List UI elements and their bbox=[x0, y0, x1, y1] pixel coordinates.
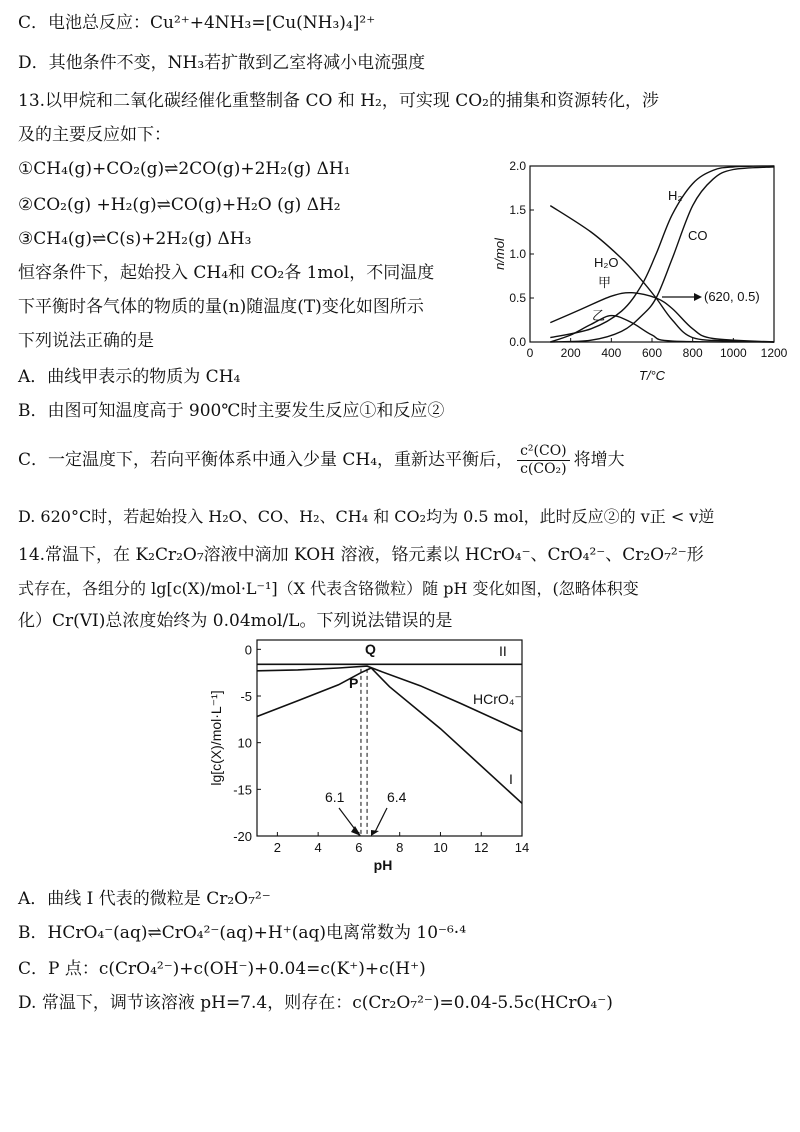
chart1-series-line-2 bbox=[550, 206, 774, 342]
equilibrium-chart bbox=[490, 150, 790, 385]
q14-stem-2: 式存在，各组分的 lg[c(X)/mol·L⁻¹]（X 代表含铬微粒）随 pH 变化如图，(忽略体积变 bbox=[18, 579, 639, 598]
q14-option-b: B．HCrO₄⁻(aq)⇌CrO₄²⁻(aq)+H⁺(aq)电离常数为 10⁻⁶·⁴ bbox=[18, 923, 467, 943]
chart2-xtick-label: 12 bbox=[473, 840, 489, 855]
chart2-ytick-label: -20 bbox=[233, 829, 252, 844]
option-d-cell: D．其他条件不变，NH₃若扩散到乙室将减小电流强度 bbox=[18, 53, 426, 73]
chart1-label-yi: 乙 bbox=[592, 308, 606, 323]
chart2-xtick-label: 4 bbox=[314, 840, 322, 855]
chart1-xtick-label: 0 bbox=[526, 346, 534, 360]
q13-stem-1: 13.以甲烷和二氧化碳经催化重整制备 CO 和 H₂，可实现 CO₂的捕集和资源转化，涉 bbox=[18, 91, 659, 111]
q13-reaction-3: ③CH₄(g)⇌C(s)+2H₂(g) ΔH₃ bbox=[18, 229, 252, 249]
chart1-ytick-label: 0.0 bbox=[509, 335, 526, 349]
chart2-label-ii: II bbox=[499, 643, 507, 659]
chart2-xlabel: pH bbox=[373, 857, 393, 873]
chart2-label-6-1: 6.1 bbox=[325, 789, 345, 805]
q13-option-c bbox=[18, 440, 625, 480]
chart1-series-line-4 bbox=[550, 316, 774, 342]
chart1-label-h2: H₂ bbox=[668, 188, 683, 203]
speciation-chart bbox=[205, 632, 535, 877]
option-c-cell: C．电池总反应：Cu²⁺+4NH₃=[Cu(NH₃)₄]²⁺ bbox=[18, 13, 376, 33]
chart1-annotation-arrow bbox=[662, 293, 702, 301]
chart1-xtick-label: 600 bbox=[641, 346, 663, 360]
q13-option-d: D. 620°C时，若起始投入 H₂O、CO、H₂、CH₄ 和 CO₂均为 0.5 mol，此时反应②的 v正 < v逆 bbox=[18, 507, 715, 526]
chart1-label-jia: 甲 bbox=[598, 275, 612, 290]
q13-condition-3: 下列说法正确的是 bbox=[18, 331, 154, 351]
chart1-xtick-label: 800 bbox=[682, 346, 703, 360]
chart1-annotation: (620, 0.5) bbox=[704, 289, 760, 304]
q14-option-c: C．P 点：c(CrO₄²⁻)+c(OH⁻)+0.04=c(K⁺)+c(H⁺) bbox=[18, 959, 426, 979]
chart1-series-line-1 bbox=[550, 167, 774, 342]
chart2-label-hcro4: HCrO₄⁻ bbox=[473, 691, 522, 707]
fraction-denominator: c(CO₂) bbox=[520, 461, 567, 477]
chart2-ytick-label: 0 bbox=[244, 642, 252, 658]
chart2-mark-6-1 bbox=[339, 808, 361, 836]
chart1-ytick-label: 2.0 bbox=[509, 159, 526, 173]
chart2-ytick-label: -15 bbox=[233, 782, 252, 798]
chart1-xtick-label: 1200 bbox=[760, 346, 788, 360]
chart2-xtick-label: 8 bbox=[396, 840, 404, 855]
chart1-xtick-label: 400 bbox=[601, 346, 622, 360]
chart2-xtick-label: 2 bbox=[273, 840, 282, 855]
chart2-ytick-label: 10 bbox=[237, 735, 252, 751]
chart2-mark-6-4 bbox=[371, 808, 387, 836]
q13-option-c-post: 将增大 bbox=[573, 450, 625, 470]
q13-option-c-pre: C．一定温度下，若向平衡体系中通入少量 CH₄，重新达平衡后， bbox=[18, 450, 514, 470]
q13-option-b: B．由图可知温度高于 900℃时主要发生反应①和反应② bbox=[18, 401, 445, 421]
chart2-label-i: I bbox=[509, 771, 513, 787]
chart2-series-line-2 bbox=[257, 668, 522, 803]
q13-reaction-2: ②CO₂(g) +H₂(g)⇌CO(g)+H₂O (g) ΔH₂ bbox=[18, 195, 341, 215]
chart1-ytick-label: 0.5 bbox=[509, 291, 526, 305]
q14-stem-1: 14.常温下，在 K₂Cr₂O₇溶液中滴加 KOH 溶液，铬元素以 HCrO₄⁻、CrO₄²⁻、Cr₂O₇²⁻形 bbox=[18, 545, 704, 565]
q13-reaction-1: ①CH₄(g)+CO₂(g)⇌2CO(g)+2H₂(g) ΔH₁ bbox=[18, 159, 351, 179]
q13-condition-1: 恒容条件下，起始投入 CH₄和 CO₂各 1mol，不同温度 bbox=[18, 263, 435, 283]
chart2-ylabel: lg[c(X)/mol·L⁻¹] bbox=[208, 690, 224, 786]
chart1-ylabel: n/mol bbox=[492, 238, 507, 270]
chart1-xtick-label: 1000 bbox=[719, 346, 747, 360]
chart2-xtick-label: 10 bbox=[433, 840, 448, 855]
chart2-ytick-label: -5 bbox=[240, 689, 252, 704]
q14-stem-3: 化）Cr(VI)总浓度始终为 0.04mol/L。下列说法错误的是 bbox=[18, 611, 453, 631]
q14-option-a: A．曲线 I 代表的微粒是 Cr₂O₇²⁻ bbox=[18, 889, 271, 909]
chart1-ytick-label: 1.0 bbox=[509, 247, 526, 261]
chart1-ytick-label: 1.5 bbox=[509, 203, 526, 217]
fraction-numerator: c²(CO) bbox=[517, 443, 570, 461]
q14-option-d: D. 常温下，调节该溶液 pH=7.4，则存在：c(Cr₂O₇²⁻)=0.04-5.5c(HCrO₄⁻) bbox=[18, 993, 613, 1013]
chart1-label-h2o: H₂O bbox=[594, 255, 619, 270]
chart2-xtick-label: 14 bbox=[514, 840, 530, 855]
chart1-series-line-0 bbox=[550, 166, 774, 338]
chart1-xlabel: T/°C bbox=[638, 368, 666, 383]
chart2-point-p: P bbox=[349, 675, 359, 691]
q13-option-a: A．曲线甲表示的物质为 CH₄ bbox=[18, 367, 241, 387]
chart2-point-q: Q bbox=[365, 641, 376, 657]
q13-condition-2: 下平衡时各气体的物质的量(n)随温度(T)变化如图所示 bbox=[18, 297, 424, 317]
fraction bbox=[517, 443, 570, 478]
chart1-xtick-label: 200 bbox=[560, 346, 581, 360]
chart2-xtick-label: 6 bbox=[355, 840, 363, 855]
chart2-label-6-4: 6.4 bbox=[387, 789, 407, 805]
chart1-label-co: CO bbox=[688, 228, 708, 243]
q13-stem-2: 及的主要反应如下： bbox=[18, 125, 171, 145]
